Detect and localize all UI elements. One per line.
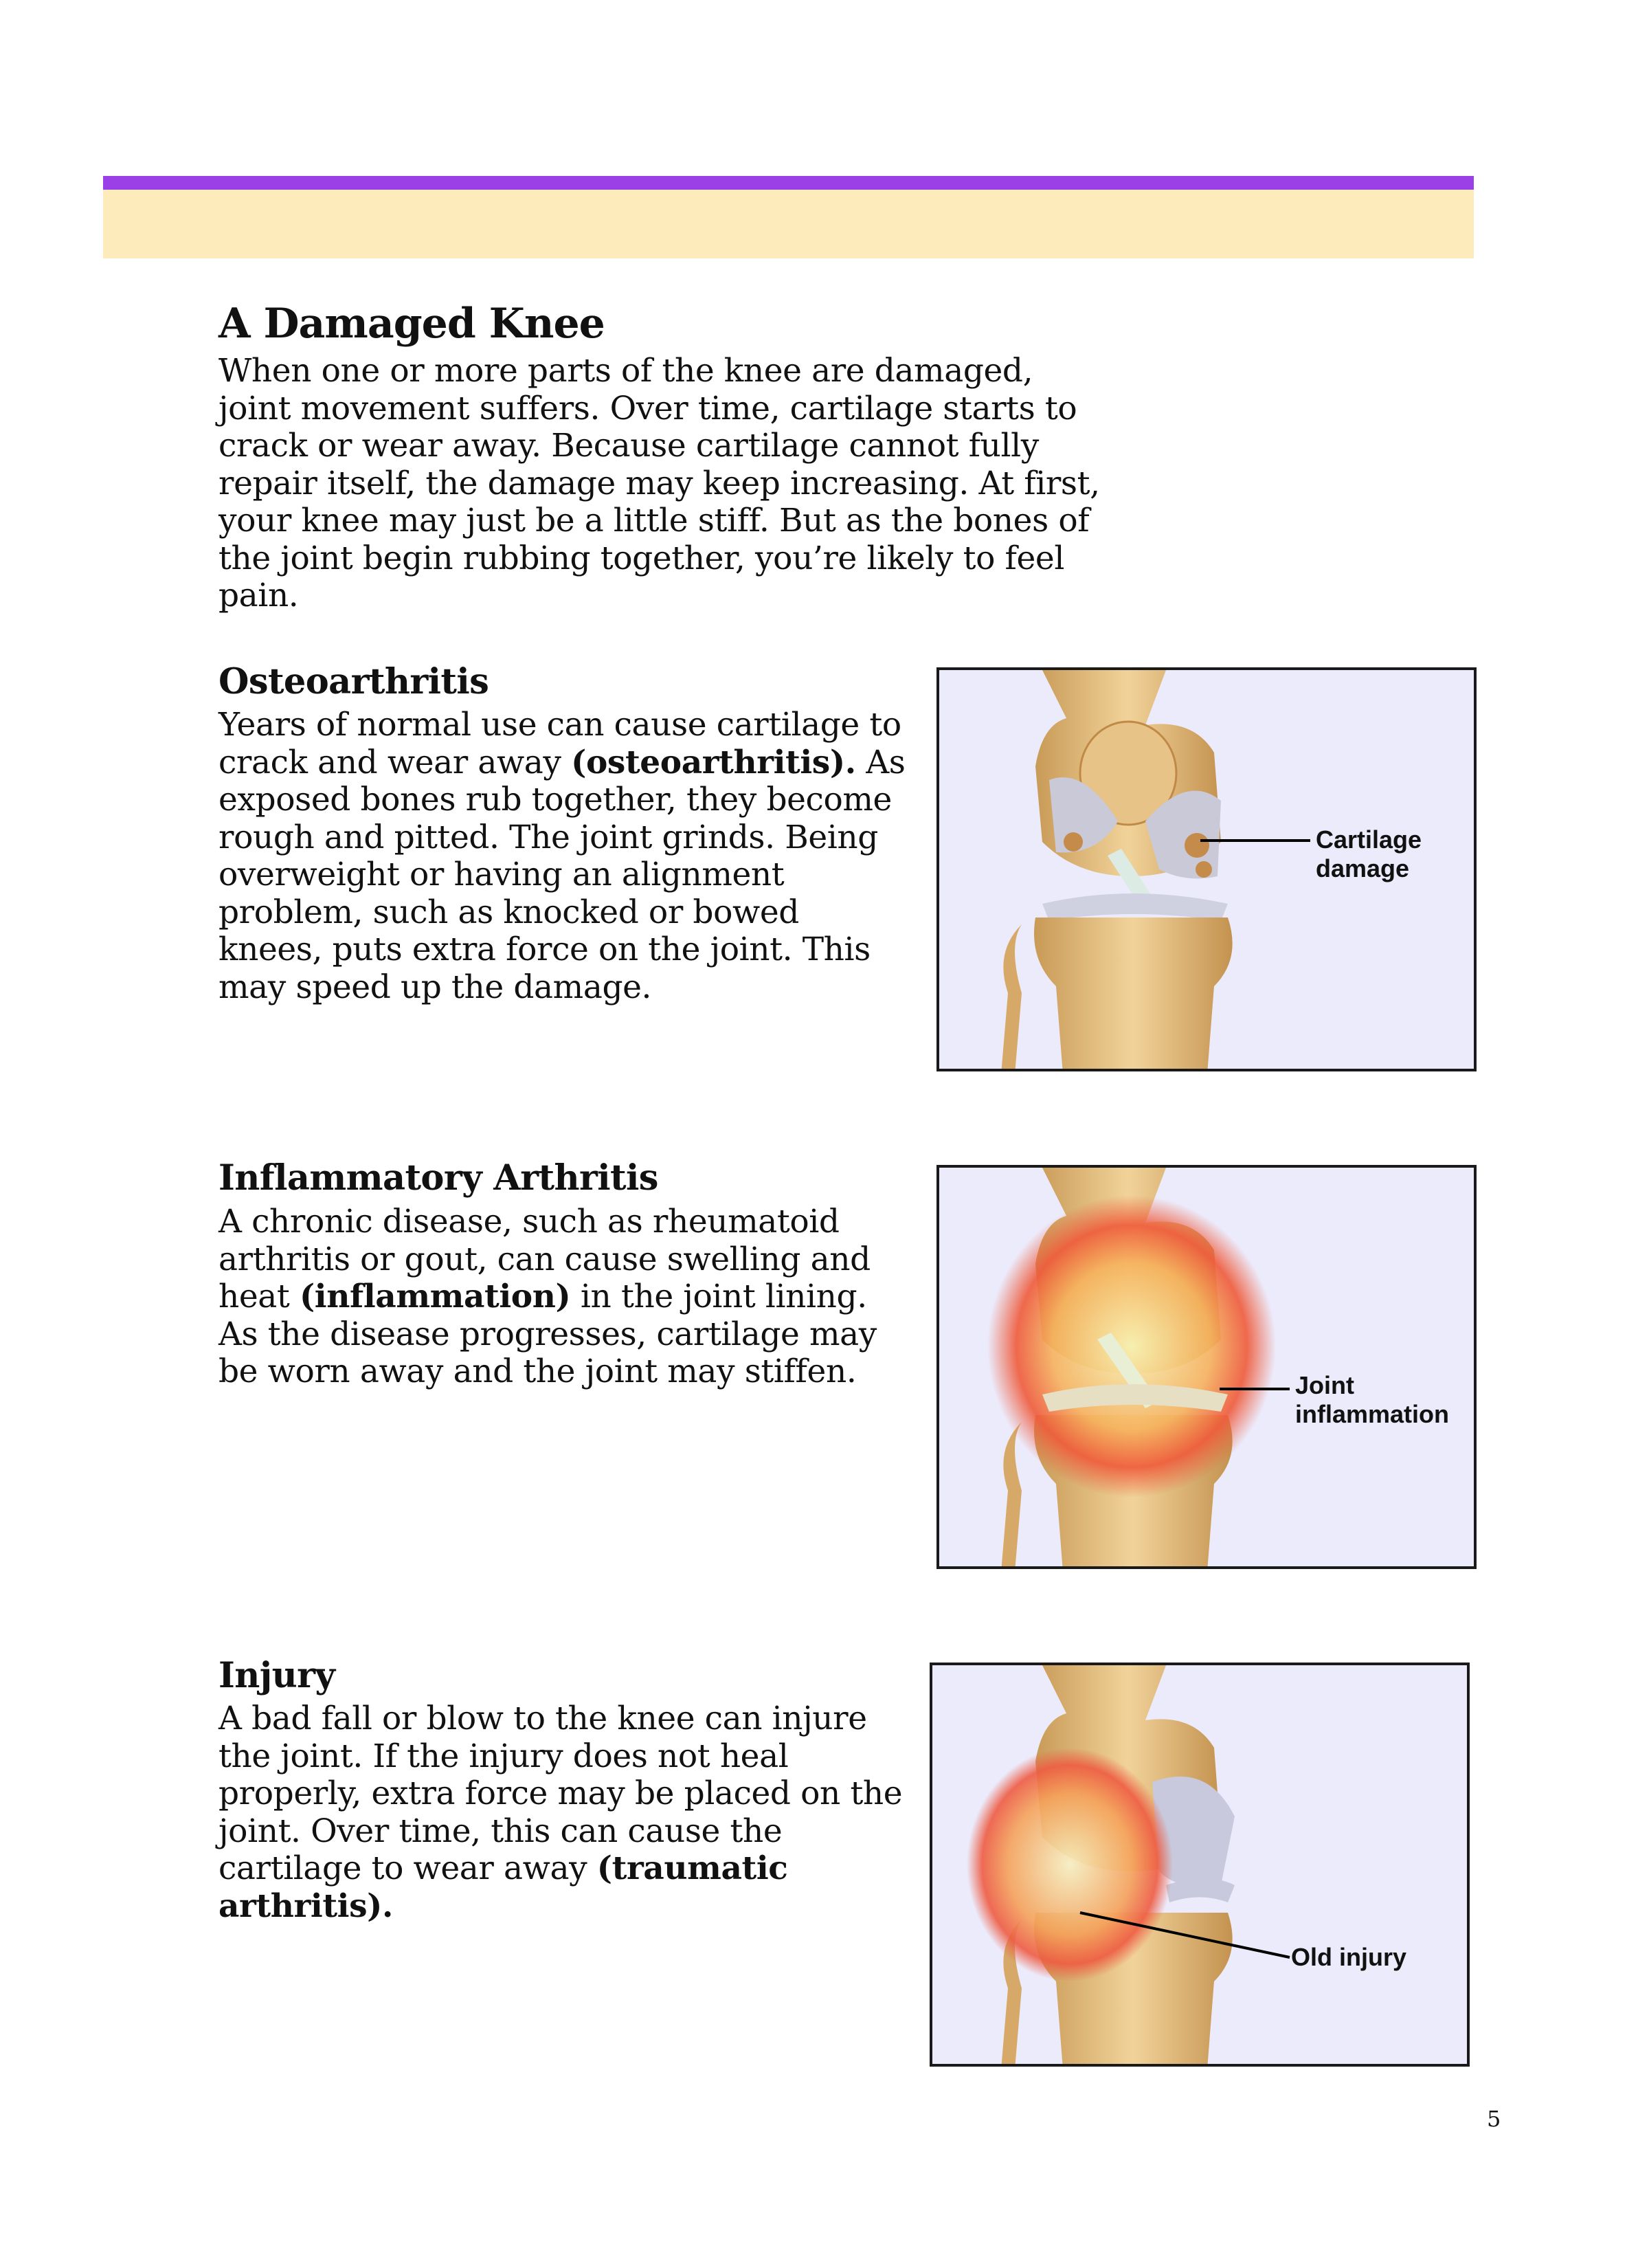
injury-text: A bad fall or blow to the knee can injure the joint. If the injury does not heal properly, extra force may be placed on the joint. Over time, this can cause the cartilage to wear away xyxy=(218,1700,903,1887)
injury-term: (traumatic arthritis). xyxy=(218,1849,788,1925)
osteoarthritis-heading: Osteoarthritis xyxy=(218,661,489,702)
label-line: Cartilage xyxy=(1316,825,1422,854)
header-accent-bar xyxy=(103,176,1474,190)
header-band xyxy=(103,190,1474,258)
osteoarthritis-text-rest: As exposed bones rub together, they become rough and pitted. The joint grinds. Being overweight or having an alignment problem, such as knocked or bowed knees, puts extra force on the joint. This may speed up the damage. xyxy=(218,743,906,1006)
inflammatory-arthritis-illustration xyxy=(936,1165,1477,1569)
inflammatory-arthritis-paragraph xyxy=(218,1203,906,1391)
injury-illustration xyxy=(930,1663,1470,2067)
label-line: Joint xyxy=(1295,1371,1354,1399)
page-title: A Damaged Knee xyxy=(218,300,605,348)
injury-paragraph xyxy=(218,1700,906,1925)
cartilage-damage-label xyxy=(1316,825,1422,883)
inflammatory-term: (inflammation) xyxy=(299,1278,571,1315)
inflammatory-arthritis-heading: Inflammatory Arthritis xyxy=(218,1157,658,1199)
inflammatory-text: A chronic disease, such as rheumatoid arthritis or gout, can cause swelling and heat xyxy=(218,1203,871,1315)
joint-inflammation-label xyxy=(1295,1371,1449,1429)
osteoarthritis-term: (osteoarthritis). xyxy=(571,743,856,781)
label-line: damage xyxy=(1316,854,1410,882)
osteoarthritis-text: Years of normal use can cause cartilage to crack and wear away xyxy=(218,706,901,781)
knee-bone-inflammation xyxy=(939,1168,1477,1569)
osteoarthritis-paragraph xyxy=(218,707,906,1006)
knee-bone-injury xyxy=(932,1665,1470,2067)
osteoarthritis-illustration xyxy=(936,667,1477,1071)
old-injury-label: Old injury xyxy=(1291,1943,1407,1971)
label-line: inflammation xyxy=(1295,1400,1450,1428)
injury-heading: Injury xyxy=(218,1655,335,1696)
intro-paragraph: When one or more parts of the knee are damaged, joint movement suffers. Over time, cartilage starts to crack or wear away. Because cartilage cannot fully repair itself, the damage may keep increasing. At first, your knee may just be a little stiff. But as the bones of the joint begin rubbing together, you’re likely to feel pain. xyxy=(218,352,1100,614)
page-number: 5 xyxy=(1487,2106,1501,2132)
inflammatory-text-rest: in the joint lining. As the disease progresses, cartilage may be worn away and the joint may stiffen. xyxy=(218,1278,877,1390)
